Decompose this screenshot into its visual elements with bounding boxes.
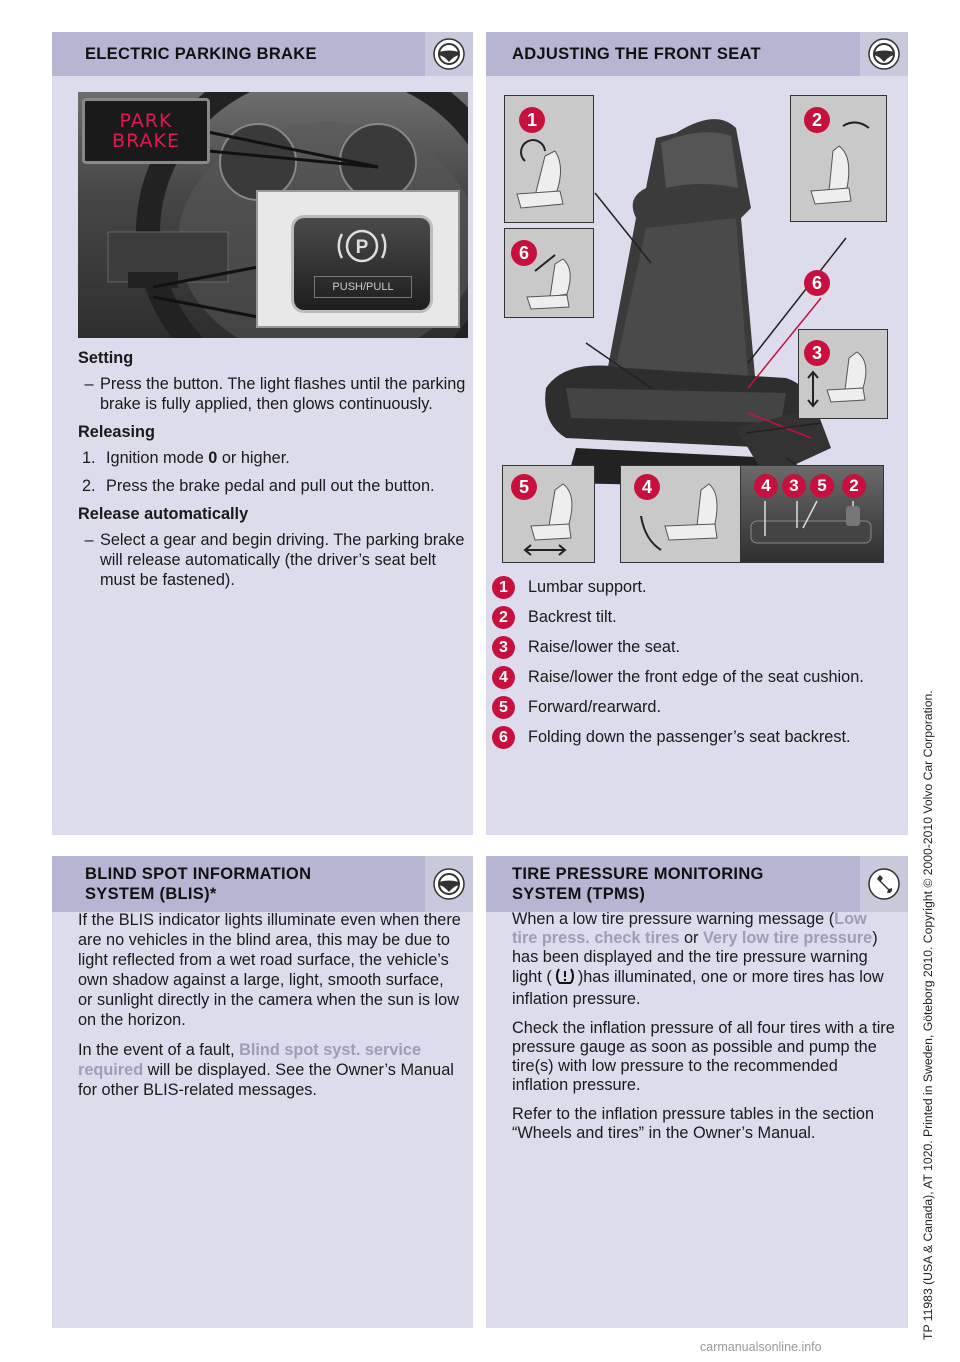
tpms-panel: [486, 856, 908, 1328]
releasing-step-1: 1. Ignition mode 0 or higher.: [82, 449, 290, 467]
legend-item-4: 4 Raise/lower the front edge of the seat cushion.: [492, 668, 896, 689]
setting-heading: Setting: [78, 349, 134, 367]
legend-item-6: 6 Folding down the passenger’s seat backrest.: [492, 728, 896, 749]
diagram-badge-1: 1: [519, 107, 545, 133]
blis-paragraph-2: In the event of a fault, Blind spot syst. service required will be displayed. See the Owner’s Manual for other BLIS-related messages.: [78, 1041, 454, 1099]
blis-title: BLIND SPOT INFORMATION SYSTEM (BLIS)*: [52, 856, 425, 912]
front-seat-panel: [486, 32, 908, 835]
diagram-badge-3: 3: [804, 340, 830, 366]
lumbar-seat-icon: [505, 96, 593, 222]
legend-item-2: 2 Backrest tilt.: [492, 608, 896, 629]
tpms-title: TIRE PRESSURE MONITORING SYSTEM (TPMS): [486, 856, 860, 912]
releasing-heading: Releasing: [78, 423, 155, 441]
steering-wheel-icon: [860, 32, 908, 76]
blis-panel: [52, 856, 473, 1328]
diagram-badge-5: 5: [511, 474, 537, 500]
parking-brake-photo: [78, 92, 468, 338]
diagram-badge-3b: 3: [782, 474, 806, 498]
legend-item-5: 5 Forward/rearward.: [492, 698, 896, 719]
inset-lumbar: [504, 95, 594, 223]
push-pull-label: PUSH/PULL: [314, 276, 412, 298]
park-label: PARK: [119, 110, 173, 132]
blis-paragraph-1: If the BLIS indicator lights illuminate even when there are no vehicles in the blind area, this may be due to light reflected from a wet road surface, the vehicle’s own shadow against a large, light, smooth surface, or sunlight directly in the camera when the sun is low on the horizon.: [78, 911, 461, 1029]
park-brake-indicator: [82, 98, 210, 164]
park-brake-button-closeup: [256, 190, 460, 328]
svg-text:P: P: [355, 237, 369, 258]
auto-release-item: – Select a gear and begin driving. The parking brake will release automatically (the driver’s seat belt must be fastened).: [84, 531, 465, 589]
push-pull-button[interactable]: [294, 218, 430, 310]
blis-text: [78, 910, 462, 1110]
parking-p-icon: [294, 218, 430, 278]
diagram-badge-6a: 6: [511, 240, 537, 266]
legend-item-3: 3 Raise/lower the seat.: [492, 638, 896, 659]
tpms-text: [512, 910, 896, 1153]
brake-label: BRAKE: [112, 130, 180, 152]
legend-item-1: 1 Lumbar support.: [492, 578, 896, 599]
steering-wheel-icon: [425, 856, 473, 912]
diagram-badge-2: 2: [804, 107, 830, 133]
diagram-badge-6b: 6: [804, 270, 830, 296]
diagram-badge-4: 4: [634, 474, 660, 500]
tpms-paragraph-3: Refer to the inflation pressure tables in the section “Wheels and tires” in the Owner’s Manual.: [512, 1105, 875, 1142]
steering-wheel-icon: [425, 32, 473, 76]
diagram-badge-2b: 2: [842, 474, 866, 498]
tpms-paragraph-2: Check the inflation pressure of all four tires with a tire pressure gauge as soon as possible and pump the tire(s) with low pressure to the recommended inflation pressure.: [512, 1019, 895, 1094]
seat-legend: [492, 578, 896, 758]
copyright-sidebar: TP 11983 (USA & Canada), AT 1020. Printed in Sweden, Göteborg 2010. Copyright © 2000-2010 Volvo Car Corporation.: [921, 690, 935, 1340]
parking-brake-panel: [52, 32, 473, 835]
parking-brake-title: ELECTRIC PARKING BRAKE: [52, 32, 425, 76]
parking-brake-text: [78, 348, 468, 598]
tire-pressure-warning-icon: [554, 967, 576, 990]
setting-item: – Press the button. The light flashes until the parking brake is fully applied, then glows continuously.: [84, 375, 466, 413]
front-seat-title: ADJUSTING THE FRONT SEAT: [486, 32, 860, 76]
releasing-step-2: 2. Press the brake pedal and pull out the button.: [82, 477, 435, 495]
footer-watermark: carmanualsonline.info: [700, 1340, 822, 1354]
wrench-icon: [860, 856, 908, 912]
diagram-badge-4b: 4: [754, 474, 778, 498]
auto-release-heading: Release automatically: [78, 505, 249, 523]
diagram-badge-5b: 5: [810, 474, 834, 498]
tpms-paragraph-1: When a low tire pressure warning message (Low tire press. check tires or Very low tire pressure) has been displayed and the tire pressure warning light ( )has illuminated, one or more tires has low inflation pressure.: [512, 910, 884, 1008]
